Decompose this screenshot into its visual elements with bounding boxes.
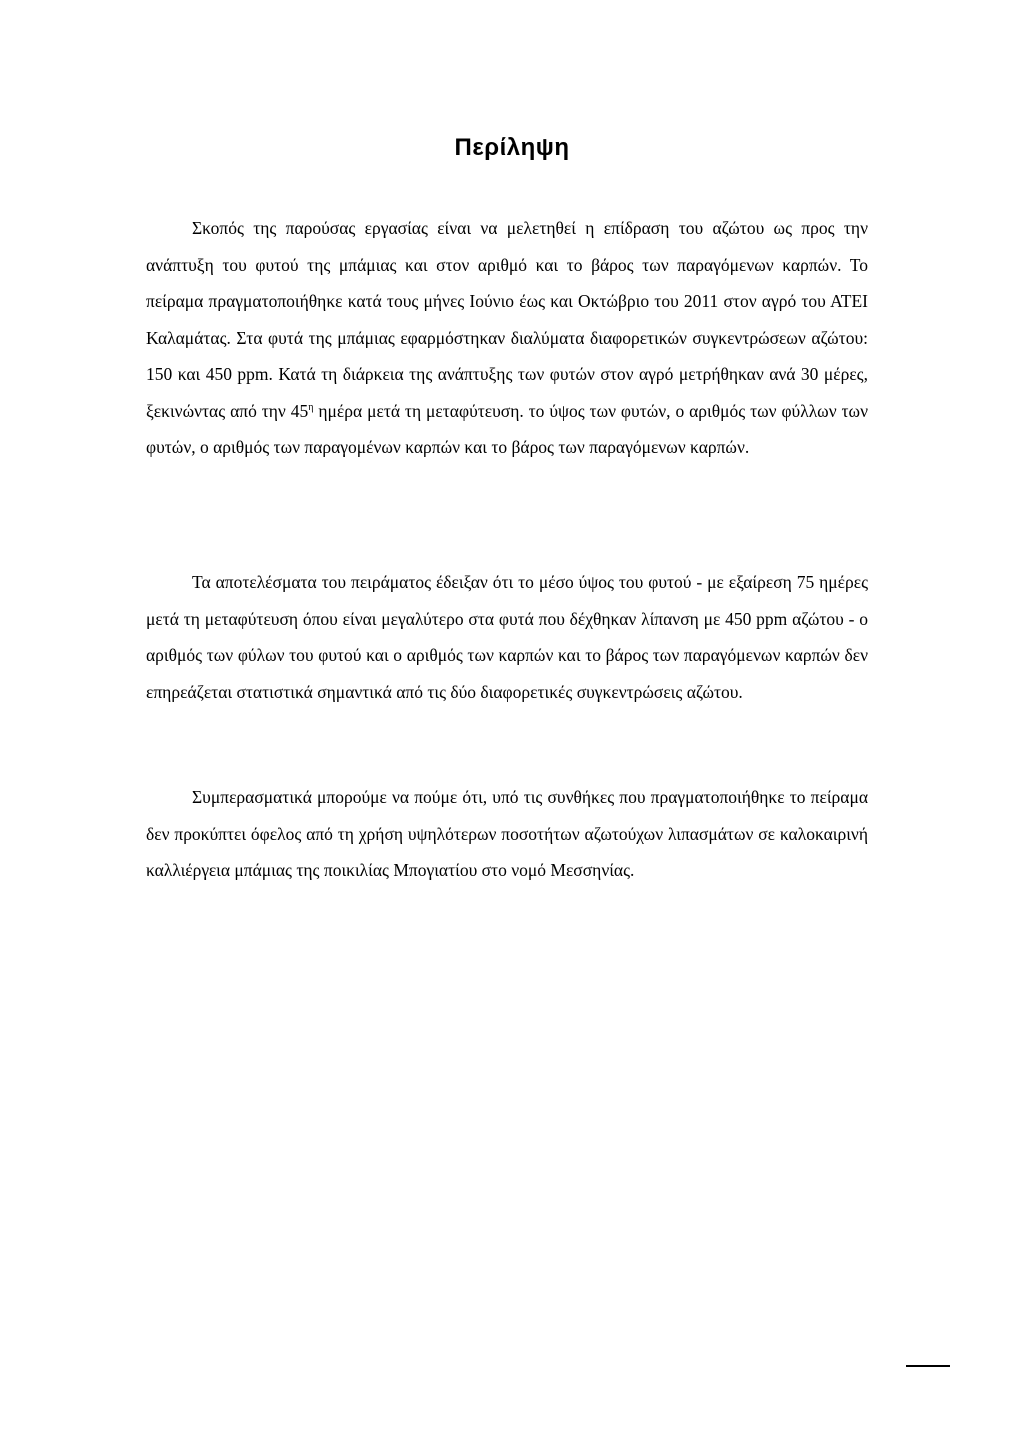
abstract-paragraph-3: Συμπερασματικά μπορούμε να πούμε ότι, υπό τις συνθήκες που πραγματοποιήθηκε το πείραμα δεν προκύπτει όφελος από τη χρήση υψηλότερων ποσοτήτων αζωτούχων λιπασμάτων σε καλοκαιρινή καλλιέργεια μπάμιας της ποικιλίας Μπογιατίου στο νομό Μεσσηνίας. xyxy=(146,787,868,880)
paragraph-1-text-continued: ημέρα μετά τη μεταφύτευση. το ύψος των φυτών, ο αριθμός των φύλλων των φυτών, ο αριθμός των παραγομένων καρπών και το βάρος των παραγόμενων καρπών. xyxy=(146,400,868,457)
page-mark-line xyxy=(906,1365,950,1367)
ordinal-superscript: η xyxy=(308,401,314,413)
abstract-paragraph-2: Τα αποτελέσματα του πειράματος έδειξαν ότι το μέσο ύψος του φυτού - με εξαίρεση 75 ημέρες μετά τη μεταφύτευση όπου είναι μεγαλύτερο στα φυτά που δέχθηκαν λίπανση με 450 ppm αζώτου - ο αριθμός των φύλων του φυτού και ο αριθμός των καρπών και το βάρος των παραγόμενων καρπών δεν επηρεάζεται στατιστικά σημαντικά από τις δύο διαφορετικές συγκεντρώσεις αζώτου. xyxy=(146,572,868,702)
paragraph-1-text: Σκοπός της παρούσας εργασίας είναι να μελετηθεί η επίδραση του αζώτου ως προς την ανάπτυξη του φυτού της μπάμιας και στον αριθμό και το βάρος των παραγόμενων καρπών. Το πείραμα πραγματοποιήθηκε κατά τους μήνες Ιούνιο έως και Οκτώβριο του 2011 στον αγρό του ΑΤΕΙ Καλαμάτας. Στα φυτά της μπάμιας εφαρμόστηκαν διαλύματα διαφορετικών συγκεντρώσεων αζώτου: 150 και 450 ppm. Κατά τη διάρκεια της ανάπτυξης των φυτών στον αγρό μετρήθηκαν ανά 30 μέρες, ξεκινώντας από την 45 xyxy=(146,218,868,421)
abstract-paragraph-1 xyxy=(146,210,868,466)
page-title: Περίληψη xyxy=(454,134,570,161)
